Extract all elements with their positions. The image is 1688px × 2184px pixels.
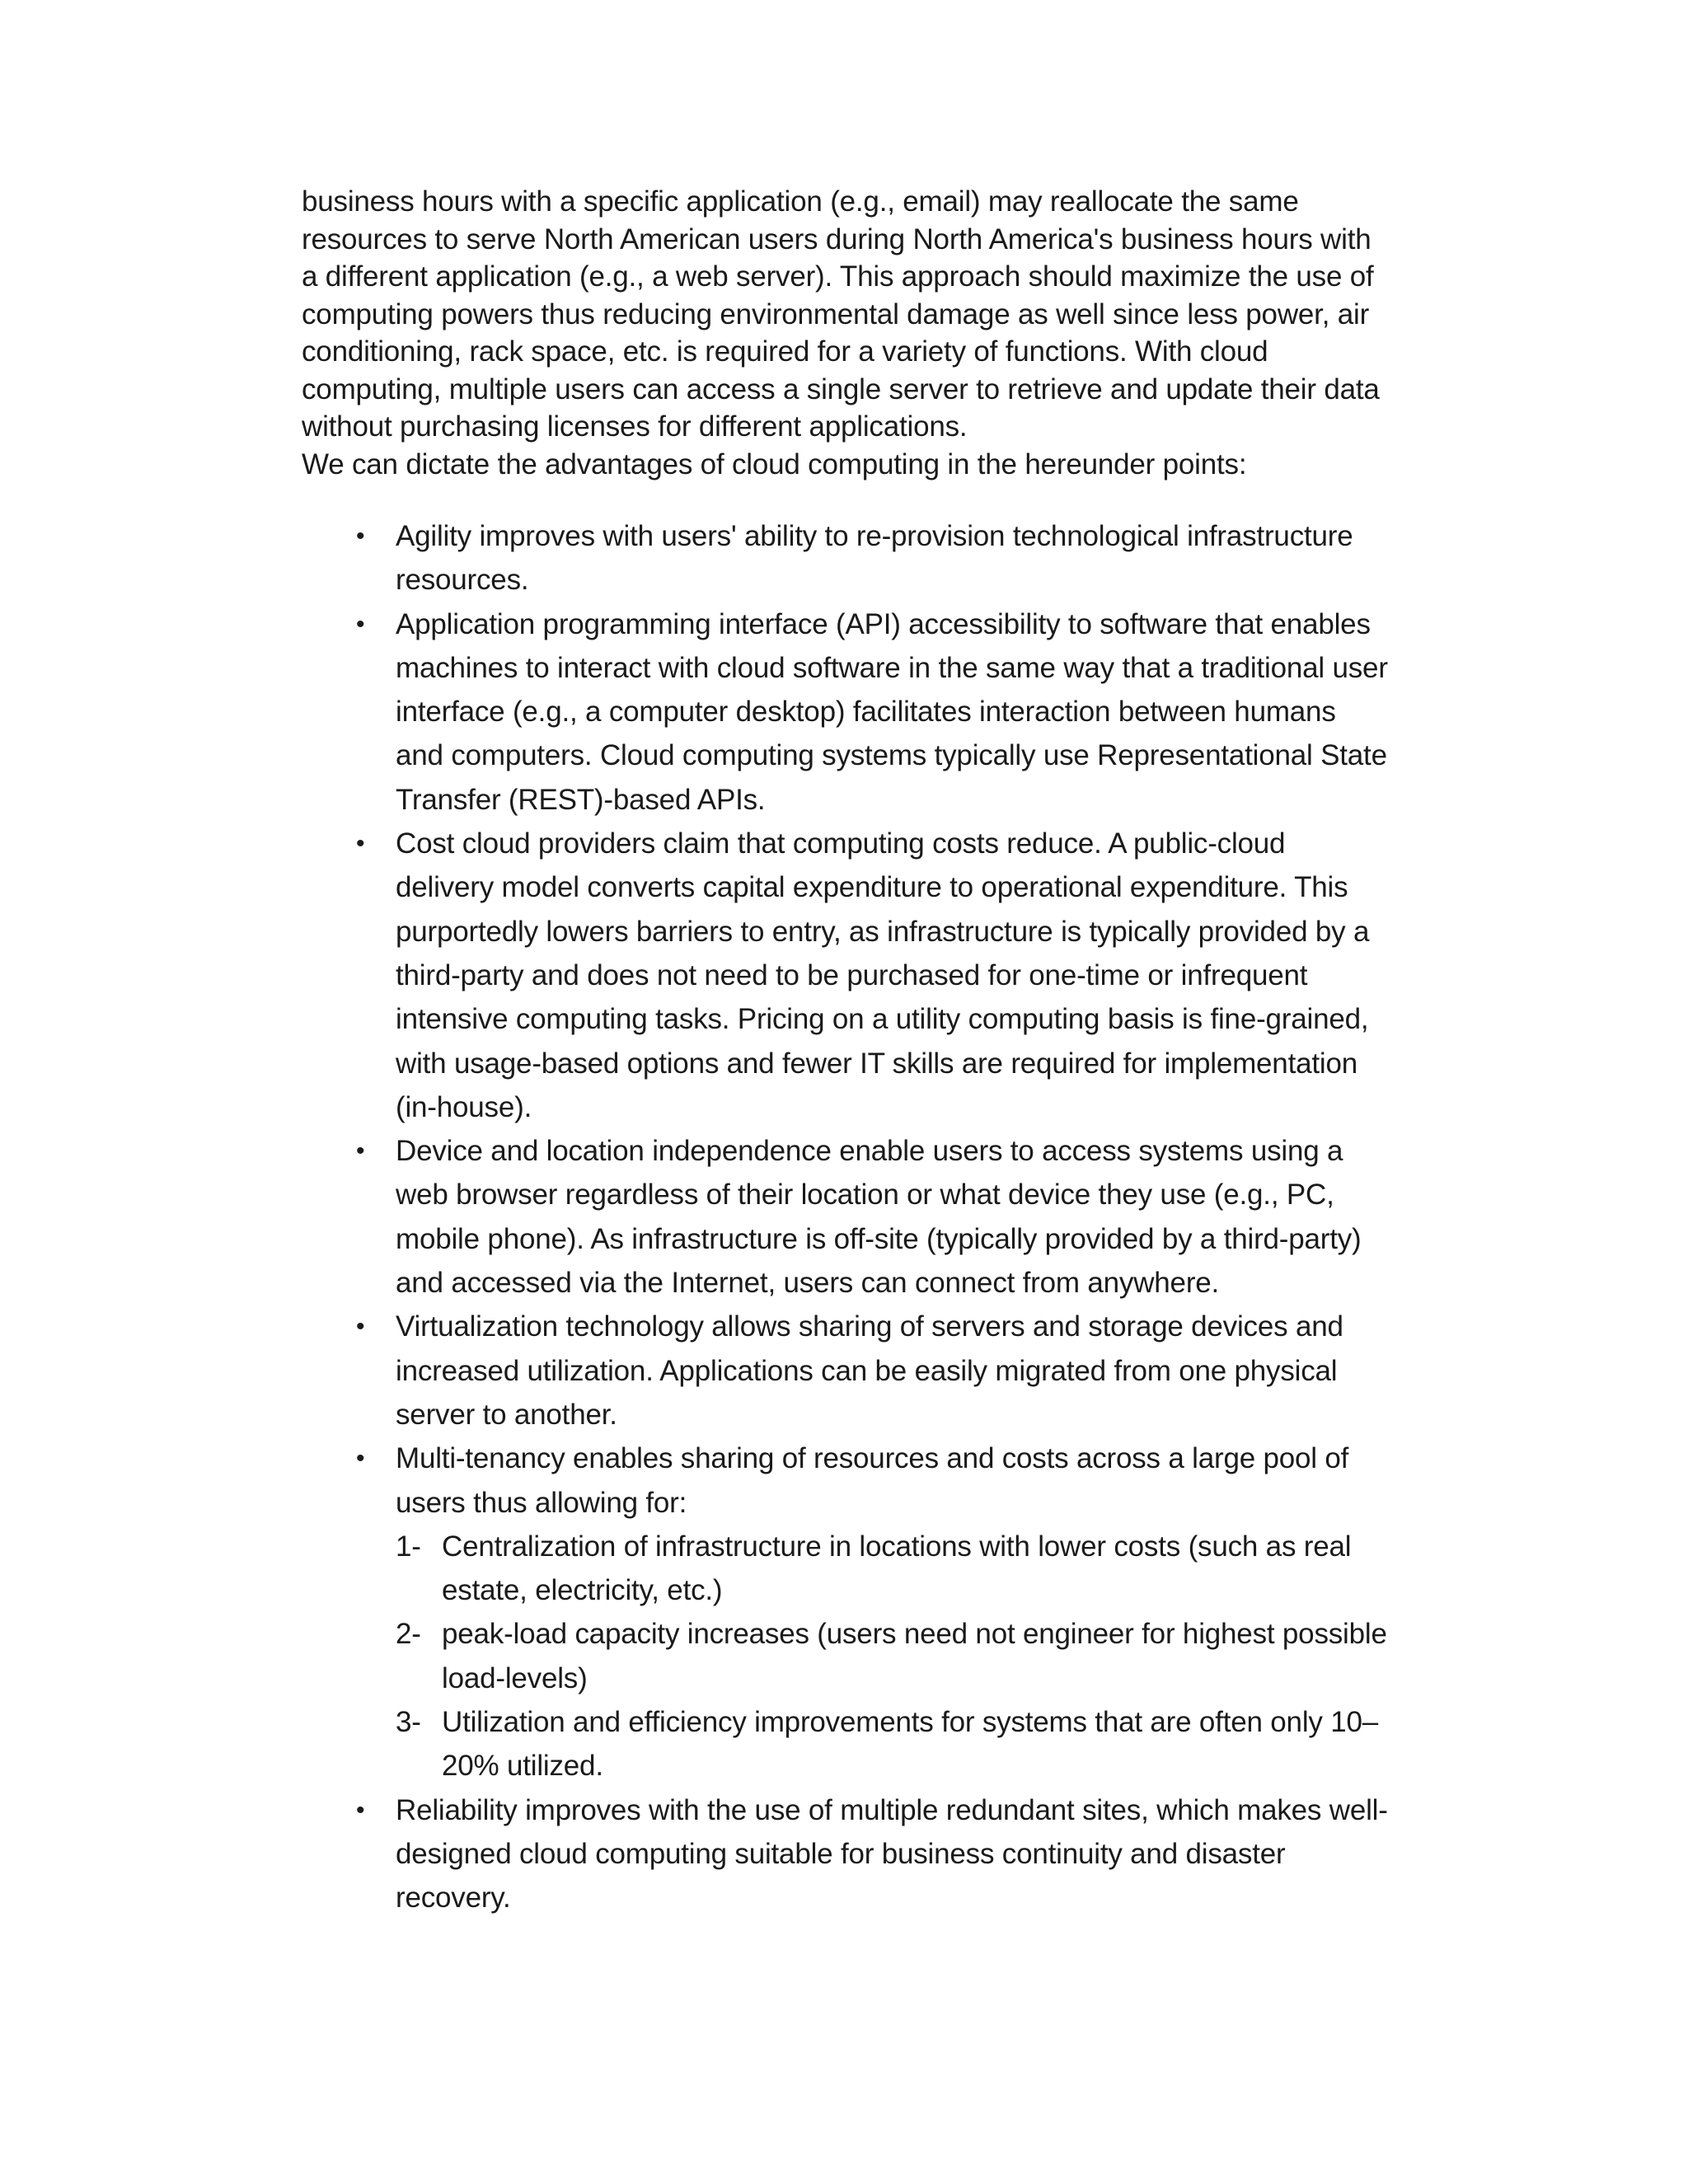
bullet-icon: • bbox=[356, 1445, 365, 1473]
list-item-api bbox=[302, 602, 1390, 822]
intro-paragraph: business hours with a specific application (e.g., email) may reallocate the same resources to serve North American users during North America's business hours with a different application (e.g., a web server). This approach should maximize the use of computing powers thus reducing environmental damage as well since less power, air conditioning, rack space, etc. is required for a variety of functions. With cloud computing, multiple users can access a single server to retrieve and update their data without purchasing licenses for different applications. bbox=[302, 185, 1380, 443]
bullet-icon: • bbox=[356, 523, 365, 550]
list-item-text: Reliability improves with the use of multiple redundant sites, which makes well-designed cloud computing suitable for business continuity and disaster recovery. bbox=[396, 1793, 1388, 1915]
list-item-virtualization bbox=[302, 1305, 1390, 1436]
sublist-item bbox=[396, 1612, 1390, 1700]
sublist-text: Utilization and efficiency improvements for systems that are often only 10–20% utilized. bbox=[442, 1706, 1379, 1783]
sublist-text: Centralization of infrastructure in locations with lower costs (such as real estate, electricity, etc.) bbox=[442, 1530, 1352, 1607]
sublist-item bbox=[396, 1525, 1390, 1613]
bullet-icon: • bbox=[356, 610, 365, 638]
list-item-multi-tenancy bbox=[302, 1436, 1390, 1788]
bullet-icon: • bbox=[356, 1796, 365, 1824]
list-item-device-independence bbox=[302, 1129, 1390, 1305]
bullet-icon: • bbox=[356, 1313, 365, 1341]
bullet-icon: • bbox=[356, 1137, 365, 1165]
list-item-text: Virtualization technology allows sharing of servers and storage devices and increased utilization. Applications can be easily migrated from one physical server to another. bbox=[396, 1310, 1343, 1431]
document-page bbox=[302, 183, 1390, 1920]
sublist-item bbox=[396, 1700, 1390, 1788]
sublist-text: peak-load capacity increases (users need not engineer for highest possible load-levels) bbox=[442, 1618, 1387, 1694]
sublist-number: 1- bbox=[396, 1530, 421, 1563]
list-item-text: Cost cloud providers claim that computing costs reduce. A public-cloud delivery model converts capital expenditure to operational expenditure. This purportedly lowers barriers to entry, as infrastructure is typically provided by a third-party and does not need to be purchased for one-time or infrequent intensive computing tasks. Pricing on a utility computing basis is fine-grained, with usage-based options and fewer IT skills are required for implementation (in-house). bbox=[396, 827, 1370, 1123]
list-item-text: Agility improves with users' ability to re-provision technological infrastructure resources. bbox=[396, 520, 1353, 597]
multi-tenancy-sublist bbox=[396, 1525, 1390, 1788]
sublist-number: 2- bbox=[396, 1618, 421, 1651]
sublist-number: 3- bbox=[396, 1706, 421, 1739]
advantages-list bbox=[302, 514, 1390, 1920]
list-item-agility bbox=[302, 514, 1390, 602]
list-item-text: Multi-tenancy enables sharing of resources and costs across a large pool of users thus allowing for: bbox=[396, 1442, 1349, 1519]
advantages-lead-sentence: We can dictate the advantages of cloud computing in the hereunder points: bbox=[302, 448, 1247, 480]
list-item-reliability bbox=[302, 1788, 1390, 1920]
bullet-icon: • bbox=[356, 830, 365, 858]
list-item-text: Application programming interface (API) accessibility to software that enables machines to interact with cloud software in the same way that a traditional user interface (e.g., a computer desktop) facilitates interaction between humans and computers. Cloud computing systems typically use Representational State Transfer (REST)-based APIs. bbox=[396, 607, 1388, 816]
list-item-cost bbox=[302, 822, 1390, 1129]
list-item-text: Device and location independence enable users to access systems using a web browser regardless of their location or what device they use (e.g., PC, mobile phone). As infrastructure is off-site (typically provided by a third-party) and accessed via the Internet, users can connect from anywhere. bbox=[396, 1135, 1362, 1300]
